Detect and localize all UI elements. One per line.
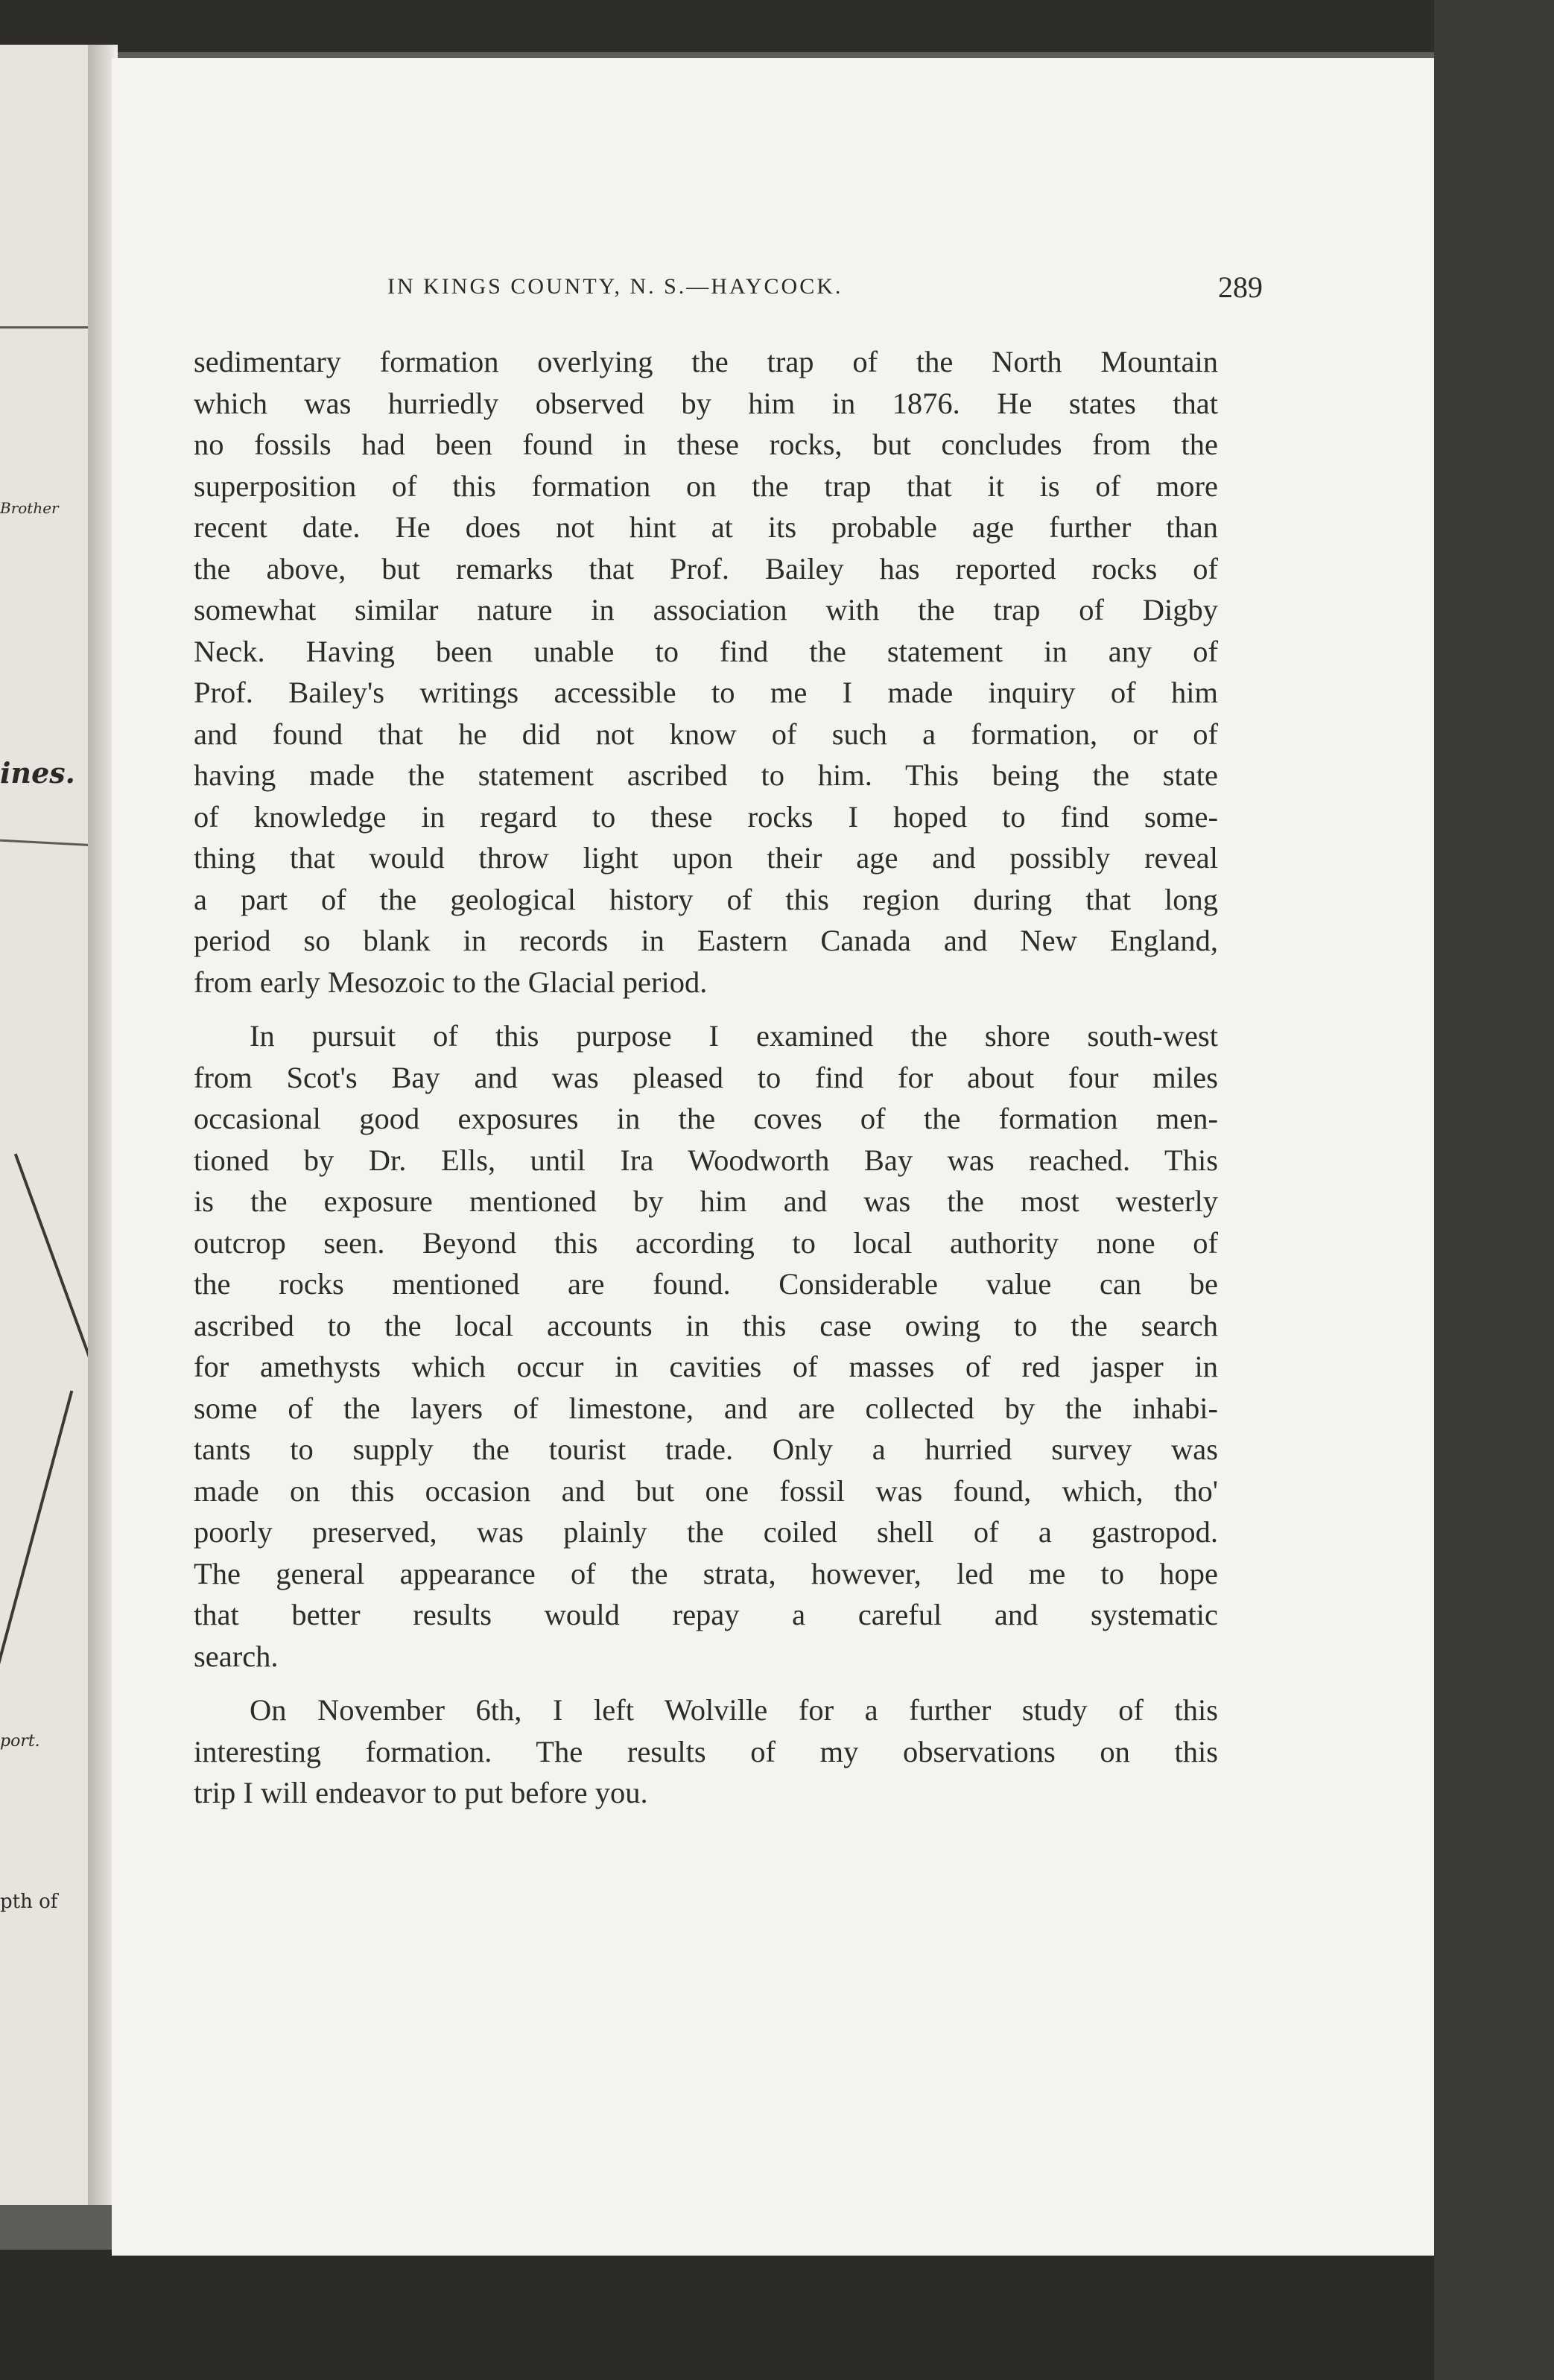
text-line: the above, but remarks that Prof. Bailey has reported rocks of bbox=[194, 551, 1218, 586]
text-line: no fossils had been found in these rocks, but concludes from the bbox=[194, 428, 1218, 461]
text-line: trip I will endeavor to put before you. bbox=[194, 1776, 648, 1809]
paragraph-gap bbox=[194, 1003, 1218, 1015]
text-line: recent date. He does not hint at its probable age further than bbox=[194, 510, 1218, 544]
text-line: Prof. Bailey's writings accessible to me I made inquiry of him bbox=[194, 676, 1218, 709]
running-head: IN KINGS COUNTY, N. S.—HAYCOCK. bbox=[387, 274, 843, 299]
page-header bbox=[112, 270, 1434, 311]
text-line: interesting formation. The results of my observations on this bbox=[194, 1734, 1218, 1768]
text-line: Neck. Having been unable to find the statement in any of bbox=[194, 634, 1218, 668]
text-line: tioned by Dr. Ells, until Ira Woodworth Bay was reached. This bbox=[194, 1143, 1218, 1177]
paragraph bbox=[194, 1015, 1218, 1677]
previous-page-fragment: pth of bbox=[0, 1891, 58, 1913]
previous-page-map-line bbox=[0, 1391, 73, 1694]
text-line: search. bbox=[194, 1639, 279, 1673]
text-line: from Scot's Bay and was pleased to find for about four miles bbox=[194, 1060, 1218, 1094]
text-line: somewhat similar nature in association with the trap of Digby bbox=[194, 593, 1218, 626]
text-line: tants to supply the tourist trade. Only a hurried survey was bbox=[194, 1432, 1218, 1466]
paragraph bbox=[194, 1689, 1218, 1814]
text-line: thing that would throw light upon their age and possibly reveal bbox=[194, 841, 1218, 875]
text-line: superposition of this formation on the trap that it is of more bbox=[194, 469, 1218, 503]
text-line: for amethysts which occur in cavities of masses of red jasper in bbox=[194, 1350, 1218, 1383]
text-line: The general appearance of the strata, however, led me to hope bbox=[194, 1556, 1218, 1590]
text-line: poorly preserved, was plainly the coiled shell of a gastropod. bbox=[194, 1515, 1218, 1549]
paragraph-gap bbox=[194, 1677, 1218, 1689]
body-text bbox=[194, 341, 1218, 1814]
text-line: sedimentary formation overlying the trap of the North Mountain bbox=[194, 345, 1218, 378]
text-line: is the exposure mentioned by him and was the most westerly bbox=[194, 1184, 1218, 1218]
text-line: period so blank in records in Eastern Canada and New England, bbox=[194, 924, 1218, 957]
text-line: occasional good exposures in the coves of the formation men- bbox=[194, 1102, 1218, 1135]
text-line: ascribed to the local accounts in this case owing to the search bbox=[194, 1308, 1218, 1342]
text-line: the rocks mentioned are found. Considerable value can be bbox=[194, 1267, 1218, 1301]
paragraph bbox=[194, 341, 1218, 1003]
text-line: outcrop seen. Beyond this according to local authority none of bbox=[194, 1225, 1218, 1260]
text-line: made on this occasion and but one fossil was found, which, tho' bbox=[194, 1473, 1218, 1508]
previous-page-map-line bbox=[14, 1153, 93, 1364]
text-line: having made the statement ascribed to him. This being the state bbox=[194, 758, 1218, 792]
previous-page-fragment: ines. bbox=[0, 756, 75, 790]
previous-page-rule bbox=[0, 326, 95, 329]
text-line: some of the layers of limestone, and are collected by the inhabi- bbox=[194, 1391, 1218, 1425]
previous-page-fragment: port. bbox=[0, 1732, 40, 1751]
text-line: On November 6th, I left Wolville for a further study of this bbox=[250, 1693, 1218, 1727]
text-line: from early Mesozoic to the Glacial period. bbox=[194, 965, 708, 999]
scan-border-bottom bbox=[0, 2250, 1434, 2380]
page-number: 289 bbox=[1218, 270, 1263, 304]
scan-border-right bbox=[1434, 0, 1554, 2380]
text-line: that better results would repay a careful and systematic bbox=[194, 1598, 1218, 1631]
scan-border-top bbox=[0, 0, 1554, 52]
book-page bbox=[112, 58, 1434, 2256]
text-line: a part of the geological history of this region during that long bbox=[194, 882, 1218, 916]
text-line: In pursuit of this purpose I examined the shore south-west bbox=[250, 1019, 1218, 1053]
previous-page-rule bbox=[0, 840, 95, 847]
text-line: which was hurriedly observed by him in 1876. He states that bbox=[194, 386, 1218, 420]
previous-page-fragment: Brother bbox=[0, 499, 59, 517]
text-line: and found that he did not know of such a formation, or of bbox=[194, 717, 1218, 751]
text-line: of knowledge in regard to these rocks I hoped to find some- bbox=[194, 799, 1218, 834]
previous-page-edge bbox=[0, 45, 95, 2205]
